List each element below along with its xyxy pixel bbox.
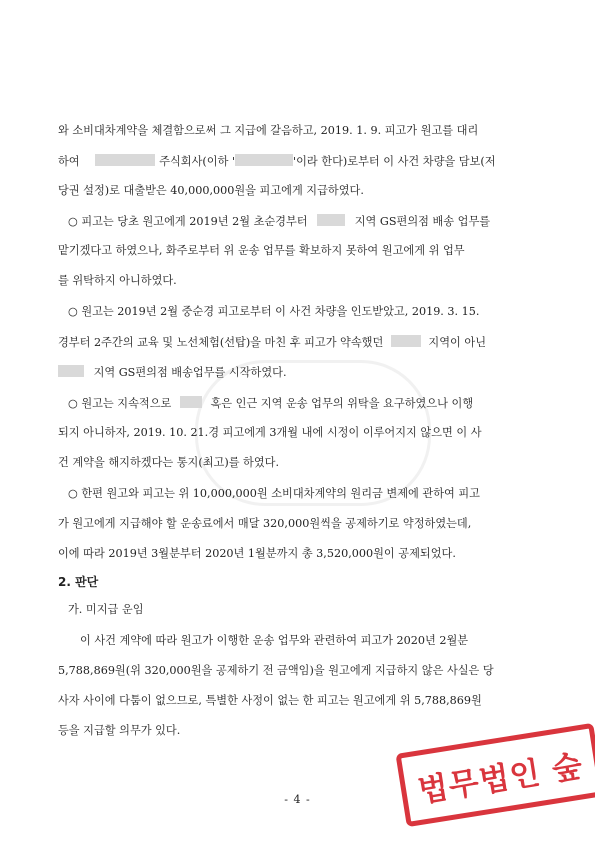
law-firm-stamp: 법무법인 숲 [395, 723, 595, 827]
text-span: 하여 [58, 155, 80, 168]
text-span: 건 계약을 해지하겠다는 통지(최고)를 하였다. [58, 456, 280, 469]
text-line [58, 694, 482, 708]
text-span: 지역이 아닌 [428, 336, 487, 349]
text-span: 사자 사이에 다툼이 없으므로, 특별한 사정이 없는 한 피고는 원고에게 위 5,788,869원 [58, 694, 482, 707]
text-span: 이에 따라 2019년 3월분부터 2020년 1월분까지 총 3,520,000원이 공제되었다. [58, 547, 456, 560]
redaction-block [180, 396, 202, 408]
text-line [58, 517, 471, 531]
redaction-block [95, 154, 155, 166]
text-line [68, 305, 479, 319]
text-line [68, 214, 490, 229]
text-span: ○ 피고는 당초 원고에게 2019년 2월 초순경부터 [68, 215, 308, 228]
text-span: 지역 GS편의점 배송업무를 시작하였다. [93, 366, 287, 379]
text-line [58, 184, 364, 198]
text-line [58, 335, 486, 350]
subsection-heading [68, 603, 144, 617]
text-line [80, 634, 468, 648]
text-line [58, 547, 456, 561]
text-span: 등을 지급할 의무가 있다. [58, 724, 181, 737]
text-line [58, 124, 478, 138]
text-line [58, 274, 177, 288]
text-span: 5,788,869원(위 320,000원을 공제하기 전 금액임)을 원고에게 지급하지 않은 사실은 당 [58, 664, 494, 677]
text-span: 주식회사(이하 ' [159, 155, 236, 168]
text-span: 당권 설정)로 대출받은 40,000,000원을 피고에게 지급하였다. [58, 184, 364, 197]
text-line [58, 724, 180, 738]
text-span: 되지 아니하자, 2019. 10. 21.경 피고에게 3개월 내에 시정이 이루어지지 않으면 이 사 [58, 426, 482, 439]
text-span: 맡기겠다고 하였으나, 화주로부터 위 운송 업무를 확보하지 못하여 원고에게 위 업무 [58, 244, 465, 257]
redaction-block [58, 365, 84, 377]
text-line [58, 456, 279, 470]
text-span: 혹은 인근 지역 운송 업무의 위탁을 요구하였으나 이행 [210, 397, 474, 410]
text-span: 가. 미지급 운임 [68, 603, 144, 616]
text-span: ○ 원고는 지속적으로 [68, 397, 172, 410]
page-number: - 4 - [284, 793, 311, 806]
text-span: 지역 GS편의점 배송 업무를 [354, 215, 491, 228]
section-heading: 2. 판단 [58, 575, 99, 589]
text-line [58, 664, 494, 678]
text-span: 경부터 2주간의 교육 및 노선체험(선탑)을 마친 후 피고가 약속했던 [58, 336, 384, 349]
text-line [58, 365, 287, 380]
redaction-block [317, 214, 345, 226]
text-line [58, 154, 496, 169]
text-span: '이라 한다)로부터 이 사건 차량을 담보(저 [293, 155, 496, 168]
text-span: 를 위탁하지 아니하였다. [58, 274, 177, 287]
text-line [68, 487, 480, 501]
redaction-block [235, 154, 293, 166]
text-span: 가 원고에게 지급해야 할 운송료에서 매달 320,000원씩을 공제하기로 약정하였는데, [58, 517, 472, 530]
text-line [58, 426, 482, 440]
text-span: 이 사건 계약에 따라 원고가 이행한 운송 업무와 관련하여 피고가 2020년 2월분 [80, 634, 469, 647]
text-line [68, 396, 473, 411]
text-span: ○ 원고는 2019년 2월 중순경 피고로부터 이 사건 차량을 인도받았고, 2019. 3. 15. [68, 305, 480, 318]
redaction-block [391, 335, 421, 347]
text-span: 와 소비대차계약을 체결함으로써 그 지급에 갈음하고, 2019. 1. 9. 피고가 원고를 대리 [58, 124, 479, 137]
text-line [58, 244, 465, 258]
text-span: ○ 한편 원고와 피고는 위 10,000,000원 소비대차계약의 원리금 변제에 관하여 피고 [68, 487, 480, 500]
